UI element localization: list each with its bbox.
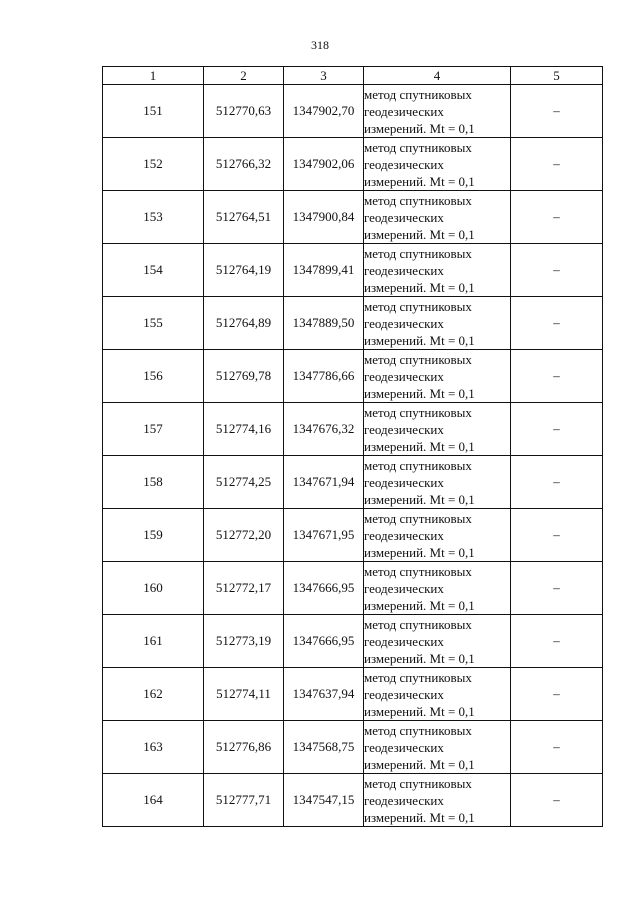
method-line: метод спутниковых: [364, 775, 472, 791]
column-header-3: 3: [284, 67, 364, 85]
note-cell: –: [511, 403, 603, 456]
method-cell: [364, 721, 511, 774]
point-number-cell: 158: [103, 456, 204, 509]
x-coordinate-cell: 512766,32: [204, 138, 284, 191]
method-line: метод спутниковых: [364, 616, 472, 632]
method-line: геодезических: [364, 527, 444, 543]
x-coordinate-cell: 512774,16: [204, 403, 284, 456]
y-coordinate-cell: 1347547,15: [284, 774, 364, 827]
method-cell: [364, 403, 511, 456]
method-cell: [364, 774, 511, 827]
table-row: [103, 85, 603, 138]
y-coordinate-cell: 1347637,94: [284, 668, 364, 721]
method-line: геодезических: [364, 103, 444, 119]
y-coordinate-cell: 1347671,95: [284, 509, 364, 562]
method-line: измерений. Mt = 0,1: [364, 544, 475, 560]
note-cell: –: [511, 350, 603, 403]
method-line: метод спутниковых: [364, 245, 472, 261]
method-line: измерений. Mt = 0,1: [364, 703, 475, 719]
method-cell: [364, 85, 511, 138]
table-body: [103, 85, 603, 827]
note-cell: –: [511, 456, 603, 509]
x-coordinate-cell: 512777,71: [204, 774, 284, 827]
method-line: измерений. Mt = 0,1: [364, 279, 475, 295]
point-number-cell: 160: [103, 562, 204, 615]
x-coordinate-cell: 512774,11: [204, 668, 284, 721]
method-line: измерений. Mt = 0,1: [364, 650, 475, 666]
method-line: измерений. Mt = 0,1: [364, 226, 475, 242]
y-coordinate-cell: 1347902,70: [284, 85, 364, 138]
point-number-cell: 163: [103, 721, 204, 774]
method-line: геодезических: [364, 474, 444, 490]
note-cell: –: [511, 615, 603, 668]
x-coordinate-cell: 512770,63: [204, 85, 284, 138]
method-line: метод спутниковых: [364, 563, 472, 579]
note-cell: –: [511, 668, 603, 721]
y-coordinate-cell: 1347666,95: [284, 562, 364, 615]
method-line: геодезических: [364, 421, 444, 437]
column-header-2: 2: [204, 67, 284, 85]
y-coordinate-cell: 1347676,32: [284, 403, 364, 456]
table-row: [103, 668, 603, 721]
y-coordinate-cell: 1347899,41: [284, 244, 364, 297]
y-coordinate-cell: 1347786,66: [284, 350, 364, 403]
note-cell: –: [511, 509, 603, 562]
method-line: метод спутниковых: [364, 192, 472, 208]
method-line: метод спутниковых: [364, 669, 472, 685]
method-cell: [364, 350, 511, 403]
method-line: геодезических: [364, 156, 444, 172]
point-number-cell: 153: [103, 191, 204, 244]
note-cell: –: [511, 297, 603, 350]
point-number-cell: 156: [103, 350, 204, 403]
note-cell: –: [511, 191, 603, 244]
table-row: [103, 509, 603, 562]
x-coordinate-cell: 512764,89: [204, 297, 284, 350]
method-cell: [364, 297, 511, 350]
column-header-4: 4: [364, 67, 511, 85]
table-row: [103, 562, 603, 615]
table-row: [103, 350, 603, 403]
column-header-1: 1: [103, 67, 204, 85]
method-line: измерений. Mt = 0,1: [364, 332, 475, 348]
method-cell: [364, 562, 511, 615]
method-line: геодезических: [364, 686, 444, 702]
method-line: геодезических: [364, 209, 444, 225]
method-line: метод спутниковых: [364, 457, 472, 473]
method-line: измерений. Mt = 0,1: [364, 809, 475, 825]
point-number-cell: 162: [103, 668, 204, 721]
table-row: [103, 721, 603, 774]
point-number-cell: 164: [103, 774, 204, 827]
table-header-row: [103, 67, 603, 85]
y-coordinate-cell: 1347671,94: [284, 456, 364, 509]
table-row: [103, 615, 603, 668]
column-header-5: 5: [511, 67, 603, 85]
method-line: геодезических: [364, 792, 444, 808]
y-coordinate-cell: 1347900,84: [284, 191, 364, 244]
method-line: метод спутниковых: [364, 298, 472, 314]
method-cell: [364, 456, 511, 509]
x-coordinate-cell: 512774,25: [204, 456, 284, 509]
table-row: [103, 456, 603, 509]
method-line: геодезических: [364, 315, 444, 331]
table-row: [103, 138, 603, 191]
method-line: измерений. Mt = 0,1: [364, 491, 475, 507]
method-cell: [364, 615, 511, 668]
y-coordinate-cell: 1347666,95: [284, 615, 364, 668]
method-line: метод спутниковых: [364, 86, 472, 102]
point-number-cell: 152: [103, 138, 204, 191]
method-line: измерений. Mt = 0,1: [364, 173, 475, 189]
method-line: измерений. Mt = 0,1: [364, 385, 475, 401]
method-line: измерений. Mt = 0,1: [364, 438, 475, 454]
method-cell: [364, 509, 511, 562]
table-row: [103, 244, 603, 297]
method-cell: [364, 244, 511, 297]
y-coordinate-cell: 1347889,50: [284, 297, 364, 350]
method-line: метод спутниковых: [364, 139, 472, 155]
note-cell: –: [511, 138, 603, 191]
method-line: метод спутниковых: [364, 351, 472, 367]
table-row: [103, 403, 603, 456]
x-coordinate-cell: 512772,17: [204, 562, 284, 615]
table-row: [103, 774, 603, 827]
x-coordinate-cell: 512776,86: [204, 721, 284, 774]
note-cell: –: [511, 721, 603, 774]
method-line: измерений. Mt = 0,1: [364, 597, 475, 613]
x-coordinate-cell: 512764,19: [204, 244, 284, 297]
x-coordinate-cell: 512772,20: [204, 509, 284, 562]
method-cell: [364, 191, 511, 244]
table-row: [103, 191, 603, 244]
method-line: метод спутниковых: [364, 722, 472, 738]
note-cell: –: [511, 562, 603, 615]
method-line: геодезических: [364, 262, 444, 278]
y-coordinate-cell: 1347568,75: [284, 721, 364, 774]
method-line: измерений. Mt = 0,1: [364, 756, 475, 772]
method-line: геодезических: [364, 580, 444, 596]
note-cell: –: [511, 774, 603, 827]
method-cell: [364, 668, 511, 721]
table-row: [103, 297, 603, 350]
coordinates-table: [102, 66, 603, 827]
point-number-cell: 159: [103, 509, 204, 562]
note-cell: –: [511, 244, 603, 297]
method-line: геодезических: [364, 633, 444, 649]
method-line: измерений. Mt = 0,1: [364, 120, 475, 136]
point-number-cell: 154: [103, 244, 204, 297]
x-coordinate-cell: 512764,51: [204, 191, 284, 244]
method-line: геодезических: [364, 739, 444, 755]
method-line: метод спутниковых: [364, 510, 472, 526]
x-coordinate-cell: 512773,19: [204, 615, 284, 668]
y-coordinate-cell: 1347902,06: [284, 138, 364, 191]
method-line: геодезических: [364, 368, 444, 384]
method-cell: [364, 138, 511, 191]
note-cell: –: [511, 85, 603, 138]
point-number-cell: 151: [103, 85, 204, 138]
page-number: 318: [311, 38, 329, 52]
point-number-cell: 155: [103, 297, 204, 350]
point-number-cell: 157: [103, 403, 204, 456]
x-coordinate-cell: 512769,78: [204, 350, 284, 403]
point-number-cell: 161: [103, 615, 204, 668]
method-line: метод спутниковых: [364, 404, 472, 420]
